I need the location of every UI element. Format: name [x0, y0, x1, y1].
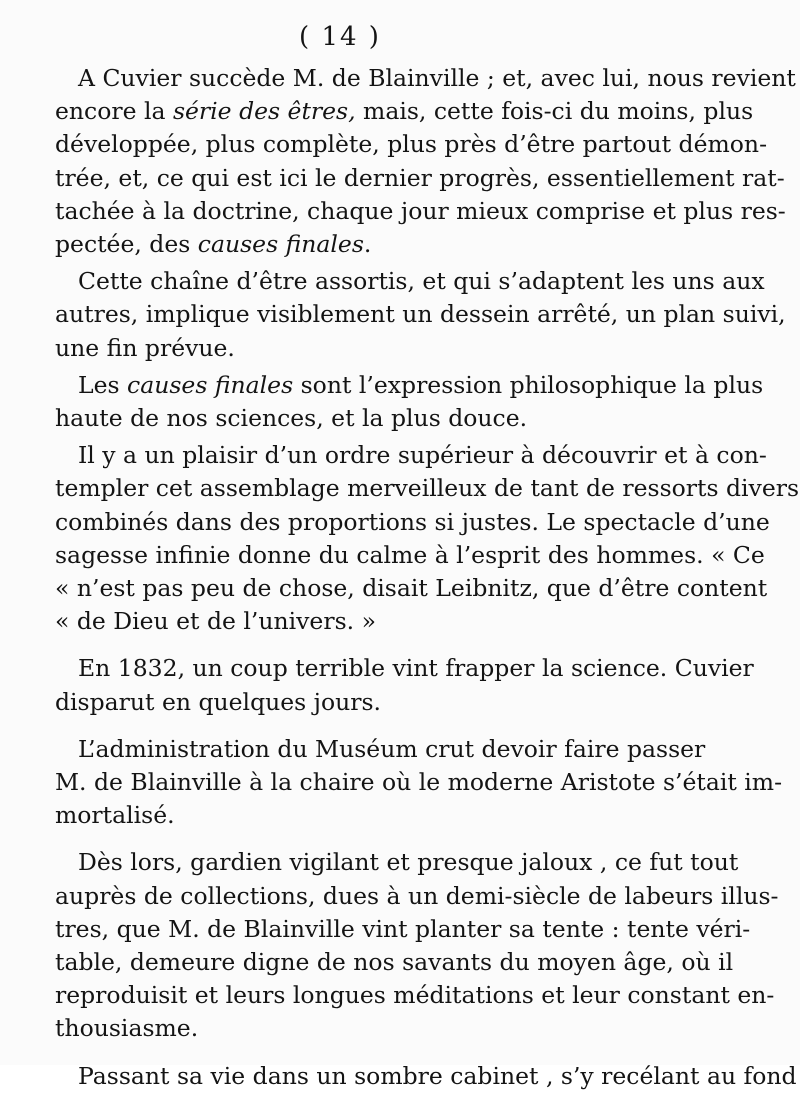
text-line: tachée à la doctrine, chaque jour mieux comprise et plus res-: [55, 196, 786, 225]
text-run: mais, cette fois-ci du moins, plus: [355, 97, 754, 126]
italic-run: série des êtres,: [172, 97, 356, 126]
text-line: tres, que M. de Blainville vint planter sa tente : tente véri-: [55, 914, 751, 943]
text-line: table, demeure digne de nos savants du moyen âge, où il: [55, 948, 734, 977]
paragraph-gap: [32, 719, 675, 733]
text-run: sont l’expression philosophique la plus: [293, 370, 764, 399]
text-line: thousiasme.: [55, 1014, 199, 1043]
text-line: A Cuvier succède M. de Blainville ; et, avec lui, nous revient: [78, 64, 796, 92]
page-number: ( 14 ): [299, 22, 381, 52]
text-line: [32, 228, 675, 261]
text-run: pectée, des: [55, 230, 198, 259]
text-line: mortalisé.: [55, 801, 175, 830]
text-line: [32, 369, 764, 402]
text-line: « de Dieu et de l’univers. »: [55, 607, 376, 636]
text-line: L’administration du Muséum crut devoir faire passer: [78, 734, 706, 763]
text-line: Cette chaîne d’être assortis, et qui s’adaptent les uns aux: [78, 267, 765, 296]
paragraph: [32, 439, 800, 638]
italic-run: causes finales: [197, 230, 364, 259]
body-text: [32, 62, 800, 1093]
text-line: Il y a un plaisir d’un ordre supérieur à découvrir et à con-: [78, 441, 767, 470]
text-line: trée, et, ce qui est ici le dernier progrès, essentiellement rat-: [55, 163, 785, 192]
text-line: haute de nos sciences, et la plus douce.: [55, 404, 528, 433]
paragraph: [32, 62, 796, 261]
text-line: [32, 95, 754, 128]
text-line: templer cet assemblage merveilleux de tant de ressorts divers: [55, 474, 800, 503]
text-line: Passant sa vie dans un sombre cabinet , s’y recélant au fond: [78, 1061, 797, 1090]
paragraph: [32, 733, 783, 833]
paragraph: [32, 265, 786, 365]
text-run: .: [363, 230, 372, 259]
text-line: autres, implique visiblement un dessein arrêté, un plan suivi,: [55, 300, 786, 329]
paragraph: [32, 846, 779, 1045]
paragraph: [32, 652, 754, 718]
text-line: reproduisit et leurs longues méditations et leur constant en-: [55, 981, 775, 1010]
text-line: « n’est pas peu de chose, disait Leibnitz, que d’être content: [55, 574, 768, 603]
paragraph-gap: [32, 638, 675, 652]
text-line: M. de Blainville à la chaire où le moderne Aristote s’était im-: [55, 768, 783, 797]
text-run: encore la: [55, 97, 173, 126]
text-line: Dès lors, gardien vigilant et presque jaloux , ce fut tout: [78, 848, 739, 877]
text-line: disparut en quelques jours.: [55, 687, 382, 716]
text-line: développée, plus complète, plus près d’être partout démon-: [55, 130, 768, 159]
paragraph: [32, 369, 764, 435]
text-line: sagesse infinie donne du calme à l’esprit des hommes. « Ce: [55, 540, 765, 569]
text-line: En 1832, un coup terrible vint frapper la science. Cuvier: [78, 654, 754, 683]
text-run: Les: [78, 370, 128, 399]
italic-run: causes finales: [127, 370, 294, 399]
paragraph-gap: [32, 832, 675, 846]
text-line: auprès de collections, dues à un demi-siècle de labeurs illus-: [55, 881, 779, 910]
text-line: combinés dans des proportions si justes. Le spectacle d’une: [55, 507, 770, 536]
text-line: une fin prévue.: [55, 333, 235, 362]
paragraph-gap: [32, 1046, 675, 1060]
